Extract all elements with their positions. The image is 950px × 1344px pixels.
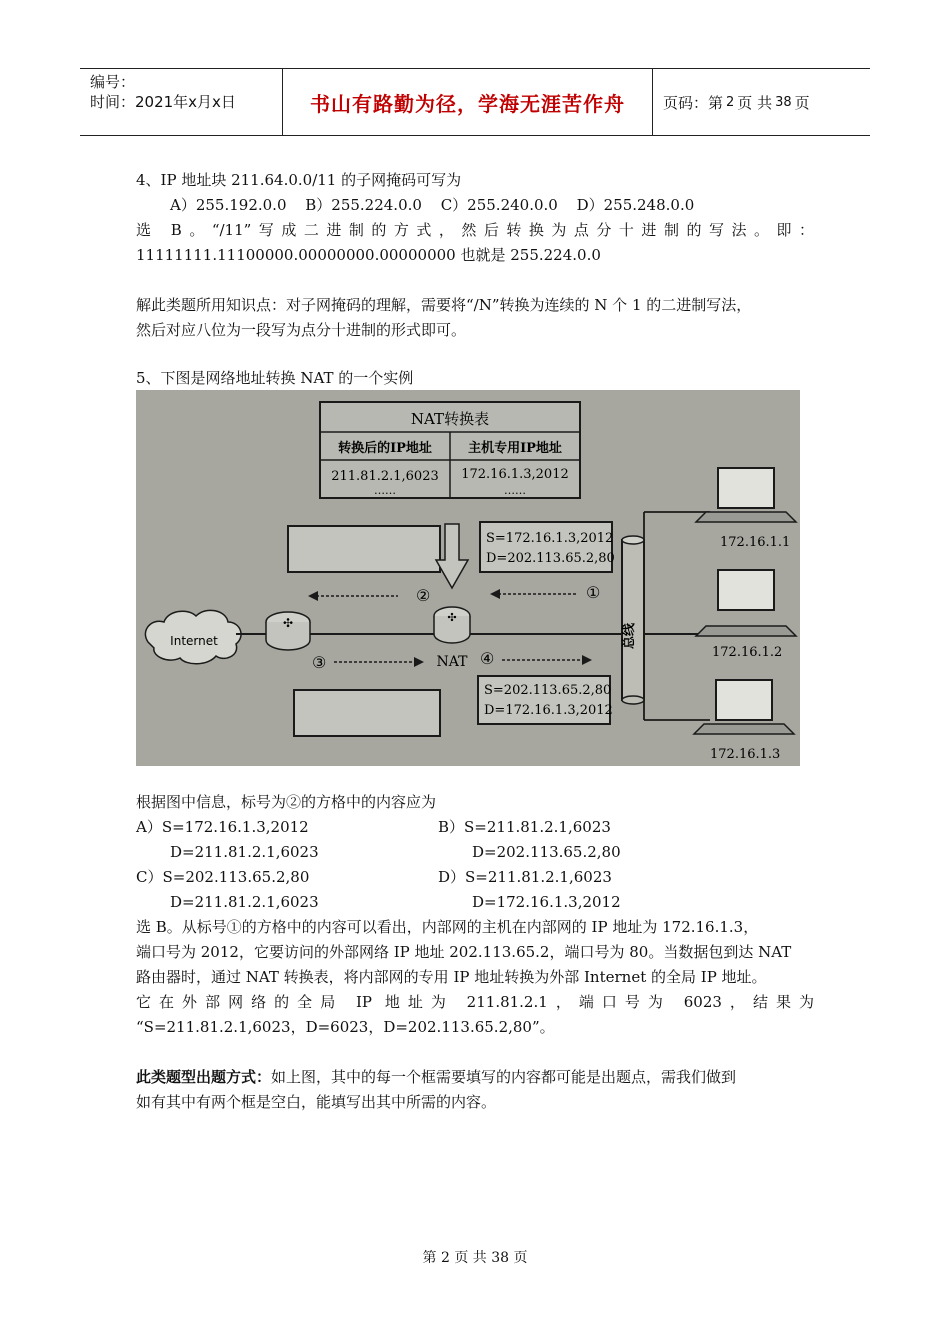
- time-label: 时间：2021年x月x日: [90, 93, 236, 111]
- page-mid: 页 共: [737, 93, 773, 112]
- nat-col2-value: 172.16.1.3,2012: [461, 467, 569, 482]
- q5-question: 5、下图是网络地址转换 NAT 的一个实例: [136, 369, 414, 387]
- box-2-empty: [288, 526, 440, 572]
- option-b-line1: B）S=211.81.2.1,6023: [438, 818, 611, 836]
- header-motto-cell: [282, 69, 653, 135]
- option-d-line2: D=172.16.1.3,2012: [472, 893, 621, 911]
- marker-4: ④: [480, 649, 495, 668]
- nat-diagram-photo: [136, 390, 800, 766]
- footer-prefix: 第: [422, 1250, 437, 1266]
- q4-answer-line1: 选 B。“/11”写成二进制的方式，然后转换为点分十进制的写法。即：: [136, 221, 814, 239]
- laptop-3-base: [694, 724, 794, 734]
- marker-3: ③: [312, 653, 327, 672]
- q4-options: A）255.192.0.0 B）255.224.0.0 C）255.240.0.0 D）255.248.0.0: [170, 196, 695, 214]
- option-c-line2: D=211.81.2.1,6023: [170, 893, 319, 911]
- nat-col1-ellipsis: ……: [374, 484, 396, 497]
- host2-ip: 172.16.1.2: [712, 645, 783, 660]
- q4-answer-line2: 11111111.11100000.00000000.00000000 也就是 255.224.0.0: [136, 246, 601, 264]
- internet-label: Internet: [170, 634, 218, 648]
- laptop-1-base: [696, 512, 796, 522]
- page-footer: [0, 1247, 950, 1267]
- option-d-line1: D）S=211.81.2.1,6023: [438, 868, 612, 886]
- q5-answer-line4: 它在外部网络的全局 IP 地址为 211.81.2.1，端口号为 6023，结果为: [136, 993, 814, 1011]
- q5-answer-line3: 路由器时，通过 NAT 转换表，将内部网的专用 IP 地址转换为外部 Internet 的全局 IP 地址。: [136, 968, 767, 986]
- page-suffix: 页: [794, 93, 810, 112]
- arrow-1-head: [490, 589, 500, 599]
- q4-note-line2: 然后对应八位为一段写为点分十进制的形式即可。: [136, 321, 467, 339]
- box1-line1: S=172.16.1.3,2012: [486, 531, 614, 546]
- option-row: [136, 815, 814, 840]
- bus-label: 总线: [622, 622, 637, 650]
- option-a-line2: D=211.81.2.1,6023: [170, 843, 319, 861]
- page-total: 38: [775, 94, 792, 110]
- nat-label: NAT: [436, 654, 468, 670]
- header-meta: [80, 69, 282, 135]
- q5-answer-line2: 端口号为 2012，它要访问的外部网络 IP 地址 202.113.65.2，端口号为 80。当数据包到达 NAT: [136, 943, 792, 961]
- q4-note: [136, 293, 814, 343]
- method-label: 此类题型出题方式：: [136, 1068, 272, 1086]
- footer-total: 38: [491, 1250, 510, 1266]
- laptop-1-screen: [718, 468, 774, 508]
- method-text: 如上图，其中的每一个框需要填写的内容都可能是出题点，需我们做到: [271, 1068, 737, 1086]
- footer-num: 2: [440, 1250, 450, 1266]
- host1-ip: 172.16.1.1: [720, 535, 791, 550]
- q5-options: [136, 790, 814, 1040]
- marker-2: ②: [416, 586, 431, 605]
- question-5: [136, 366, 814, 391]
- nat-col1-value: 211.81.2.1,6023: [331, 469, 439, 484]
- arrow-3-head: [414, 657, 424, 667]
- document-header: [80, 68, 870, 136]
- option-c-line1: C）S=202.113.65.2,80: [136, 868, 310, 886]
- q4-question: 4、IP 地址块 211.64.0.0/11 的子网掩码可写为: [136, 171, 462, 189]
- marker-1: ①: [586, 583, 601, 602]
- nat-router-icon: ✣: [447, 611, 457, 624]
- option-row: [136, 865, 814, 890]
- bus-bottom: [622, 696, 644, 704]
- nat-col2-header: 主机专用IP地址: [468, 441, 562, 456]
- laptop-2-screen: [718, 570, 774, 610]
- method-note: [136, 1065, 814, 1115]
- nat-col1-header: 转换后的IP地址: [338, 441, 432, 456]
- arrow-2-head: [308, 591, 318, 601]
- option-b-line2: D=202.113.65.2,80: [472, 843, 621, 861]
- option-row: [136, 890, 814, 915]
- header-page-info: [653, 69, 870, 135]
- option-a-line1: A）S=172.16.1.3,2012: [136, 818, 309, 836]
- footer-suffix: 页: [513, 1250, 528, 1266]
- q4-note-line1: 解此类题所用知识点：对子网掩码的理解，需要将“/N”转换为连续的 N 个 1 的二进制写法，: [136, 296, 752, 314]
- nat-col2-ellipsis: ……: [504, 484, 526, 497]
- bus-top: [622, 536, 644, 544]
- box4-line1: S=202.113.65.2,80: [484, 683, 612, 698]
- arrow-4-head: [582, 655, 592, 665]
- laptop-3-screen: [716, 680, 772, 720]
- footer-mid: 页 共: [454, 1250, 487, 1266]
- q5-prompt: 根据图中信息，标号为②的方格中的内容应为: [136, 793, 437, 811]
- page-prefix: 页码：第: [663, 93, 724, 112]
- laptop-2-base: [696, 626, 796, 636]
- nat-table-title: NAT转换表: [410, 410, 490, 428]
- header-motto: 书山有路勤为径，学海无涯苦作舟: [310, 91, 625, 116]
- q5-answer-line5: “S=211.81.2.1,6023，D=6023，D=202.113.65.2,80”。: [136, 1018, 555, 1036]
- box4-line2: D=172.16.1.3,2012: [484, 703, 613, 718]
- bus-cylinder: [622, 540, 644, 700]
- method-line2: 如有其中有两个框是空白，能填写出其中所需的内容。: [136, 1093, 497, 1111]
- page-num: 2: [726, 94, 735, 110]
- code-label: 编号：: [90, 73, 136, 91]
- question-4: [136, 168, 814, 268]
- nat-diagram: [136, 390, 800, 766]
- box-3-empty: [294, 690, 440, 736]
- q5-answer-line1: 选 B。从标号①的方格中的内容可以看出，内部网的主机在内部网的 IP 地址为 172.16.1.3，: [136, 918, 759, 936]
- option-row: [136, 840, 814, 865]
- box1-line2: D=202.113.65.2,80: [486, 551, 615, 566]
- router-1-icon: ✣: [282, 616, 294, 630]
- host3-ip: 172.16.1.3: [710, 747, 781, 762]
